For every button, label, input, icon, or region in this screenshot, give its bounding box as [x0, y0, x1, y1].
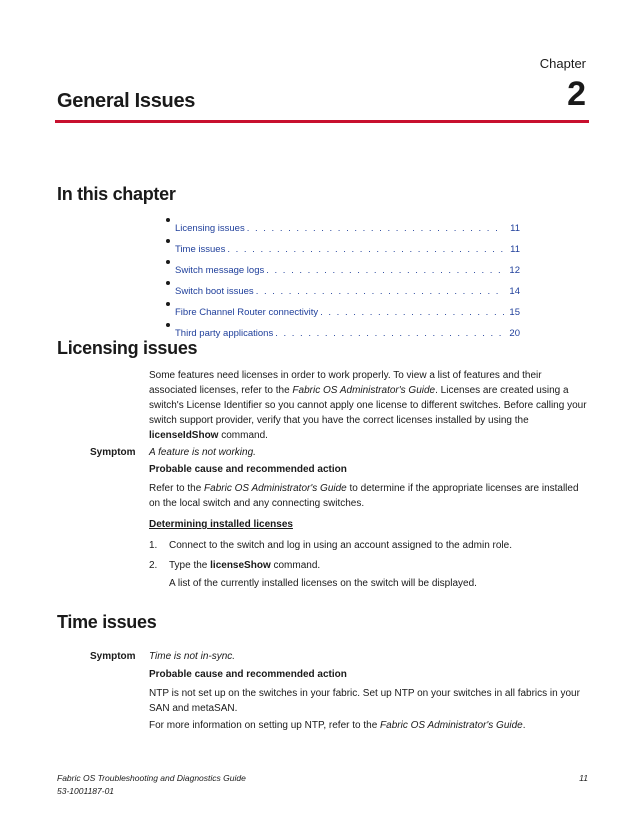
- symptom-label: Symptom: [90, 447, 136, 458]
- toc-item-label[interactable]: Fibre Channel Router connectivity: [175, 307, 319, 318]
- toc-item-page[interactable]: 11: [510, 223, 520, 234]
- title-rule: [55, 120, 589, 123]
- toc-heading: In this chapter: [57, 184, 176, 204]
- step-text: Type the: [169, 560, 211, 571]
- toc-item-label[interactable]: Licensing issues: [175, 223, 245, 234]
- toc-leader: [275, 328, 504, 339]
- more-info-text: [149, 718, 589, 733]
- page-title: General Issues: [57, 90, 196, 112]
- toc-item[interactable]: [170, 234, 520, 255]
- step-text: command.: [270, 560, 321, 571]
- command-name: licenseIdShow: [149, 430, 219, 441]
- toc-item-label[interactable]: Switch message logs: [175, 265, 265, 276]
- command-name: licenseShow: [210, 560, 271, 571]
- licensing-intro: [149, 368, 589, 443]
- toc-item-page[interactable]: 20: [509, 328, 520, 339]
- intro-text: Some features need licenses in order to work properly. To view a list of features and their associated licenses, refer to the: [149, 370, 542, 396]
- bullet-icon: [166, 302, 170, 306]
- step-text: Connect to the switch and log in using an account assigned to the admin role.: [169, 540, 512, 551]
- bullet-icon: [166, 260, 170, 264]
- intro-text: . Licenses are created using a switch's License Identifier so you cannot apply one license to different switches. Before calling your switch support provider, verify that you have the correct licenses installed by using the: [149, 385, 587, 426]
- chapter-number: 2: [567, 75, 586, 113]
- toc-item[interactable]: [170, 255, 520, 276]
- toc-leader: [266, 265, 504, 276]
- bullet-icon: [166, 218, 170, 222]
- step-number: 1.: [149, 540, 158, 551]
- footer-doc-number: 53-1001187-01: [57, 786, 115, 796]
- toc-item-page[interactable]: 15: [509, 307, 520, 318]
- time-heading: Time issues: [57, 612, 157, 632]
- cause-text-part: Refer to the: [149, 483, 205, 494]
- guide-reference: Fabric OS Administrator's Guide: [380, 720, 523, 731]
- cause-text: [149, 481, 589, 511]
- cause-text: NTP is not set up on the switches in your fabric. Set up NTP on your switches in all fabrics in your SAN and metaSAN.: [149, 688, 580, 714]
- more-info-part: .: [522, 720, 526, 731]
- cause-heading: Probable cause and recommended action: [149, 669, 347, 680]
- bullet-icon: [166, 239, 170, 243]
- toc-leader: [227, 244, 504, 255]
- licensing-heading: Licensing issues: [57, 338, 198, 358]
- symptom-label: Symptom: [90, 651, 136, 662]
- bullet-icon: [166, 281, 170, 285]
- cause-text-part: to determine if the appropriate licenses are installed on the local switch and any connecting switches.: [149, 483, 579, 509]
- footer-page-number: 11: [579, 773, 588, 783]
- toc-item-page[interactable]: 12: [509, 265, 520, 276]
- toc-list: [170, 213, 520, 339]
- symptom-text: Time is not in-sync.: [149, 651, 236, 662]
- symptom-text: A feature is not working.: [149, 447, 256, 458]
- footer-guide-title: Fabric OS Troubleshooting and Diagnostics Guide: [57, 773, 246, 783]
- toc-item[interactable]: [170, 297, 520, 318]
- intro-text: command.: [218, 430, 268, 441]
- toc-leader: [247, 223, 504, 234]
- toc-leader: [320, 307, 504, 318]
- toc-item-page[interactable]: 11: [510, 244, 520, 255]
- toc-item[interactable]: [170, 276, 520, 297]
- step-1: [149, 538, 512, 553]
- toc-item-label[interactable]: Third party applications: [175, 328, 274, 339]
- cause-heading: Probable cause and recommended action: [149, 464, 347, 475]
- toc-item-label[interactable]: Time issues: [175, 244, 226, 255]
- toc-item-label[interactable]: Switch boot issues: [175, 286, 254, 297]
- step-2-result: A list of the currently installed licenses on the switch will be displayed.: [169, 578, 477, 589]
- guide-reference: Fabric OS Administrator's Guide: [292, 385, 436, 396]
- toc-item[interactable]: [170, 318, 520, 339]
- chapter-label: Chapter: [539, 56, 586, 71]
- step-number: 2.: [149, 560, 158, 571]
- determine-heading: Determining installed licenses: [149, 519, 293, 530]
- toc-item-page[interactable]: 14: [509, 286, 520, 297]
- toc-item[interactable]: [170, 213, 520, 234]
- bullet-icon: [166, 323, 170, 327]
- toc-leader: [256, 286, 504, 297]
- step-2: [149, 558, 320, 573]
- more-info-part: For more information on setting up NTP, refer to the: [149, 720, 381, 731]
- guide-reference: Fabric OS Administrator's Guide: [204, 483, 347, 494]
